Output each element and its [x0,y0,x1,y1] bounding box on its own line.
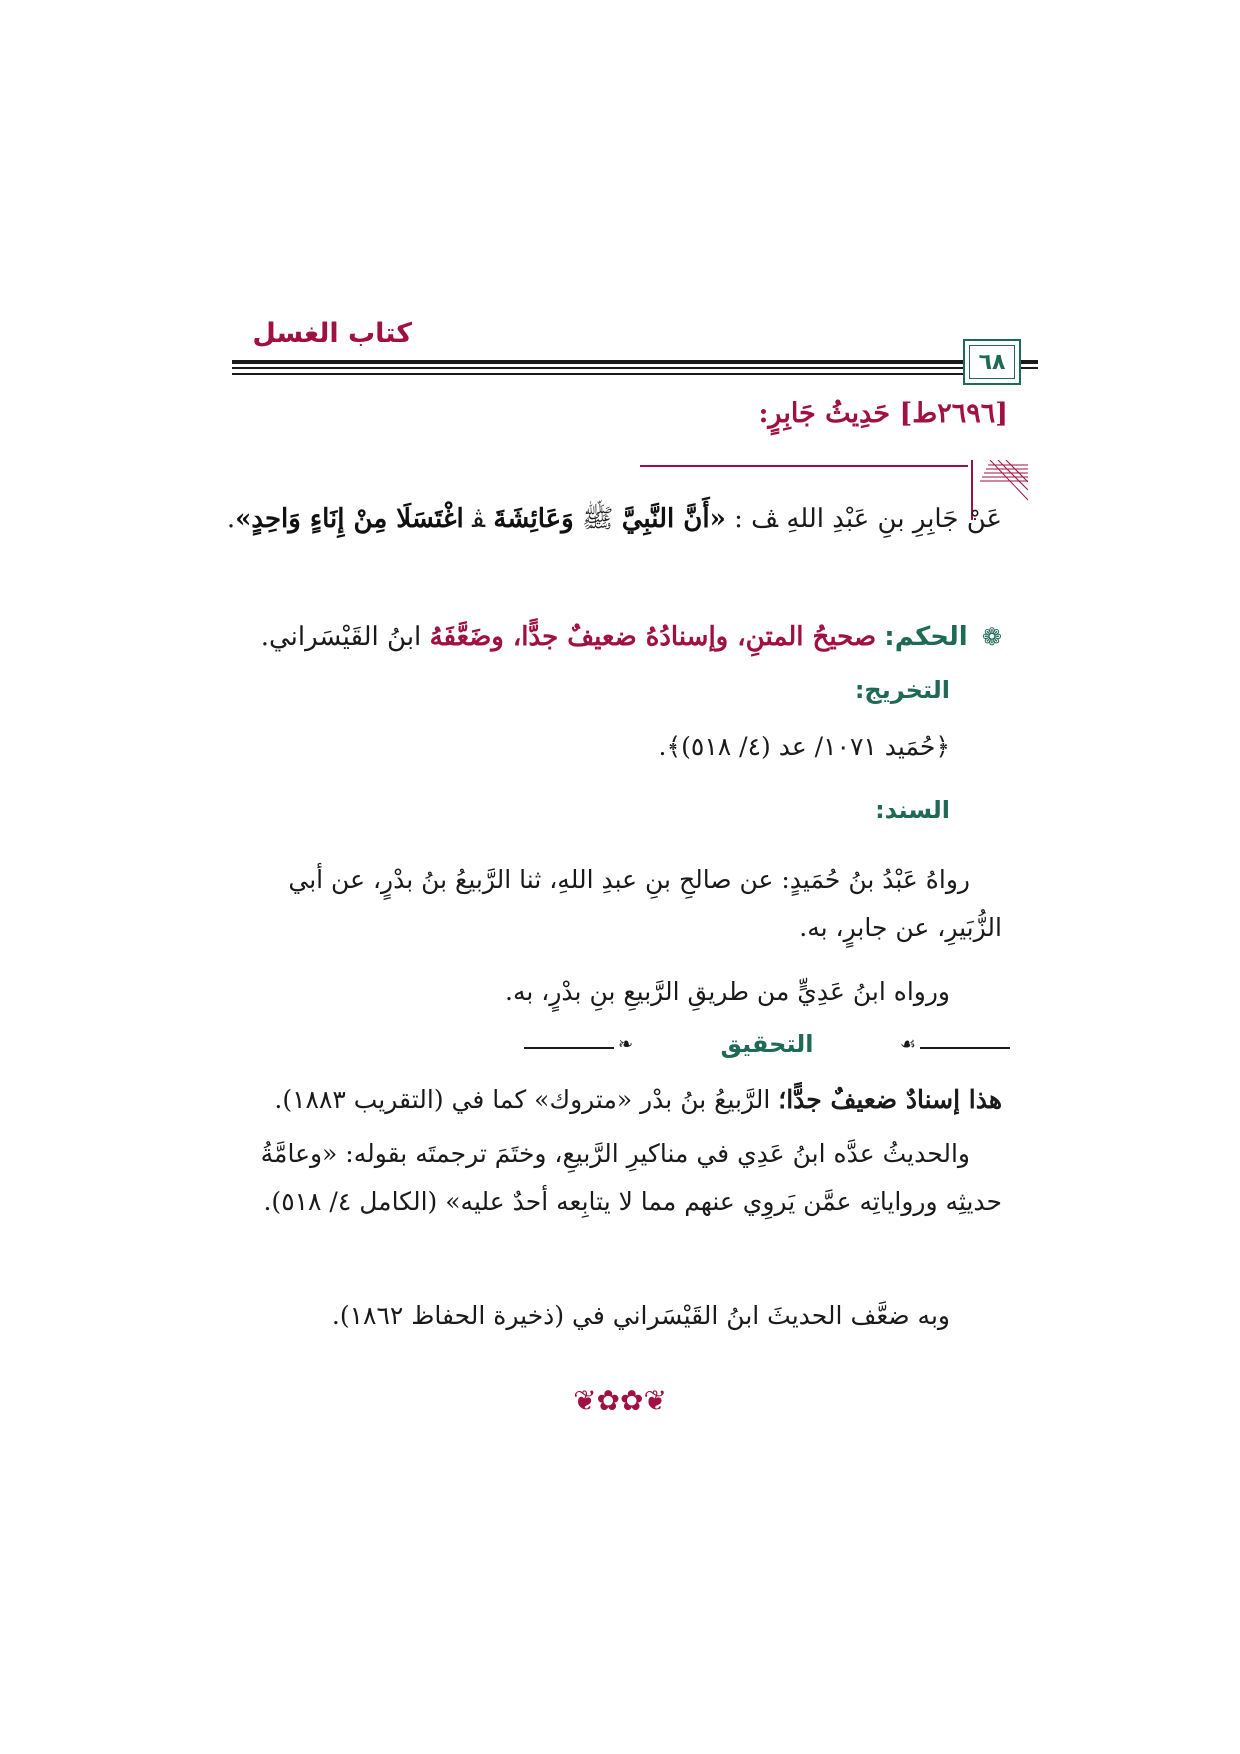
divider-rule [920,1047,1010,1049]
honorific-icon: ﭭ [471,504,486,534]
punctuation: . [226,504,236,534]
header-rule [232,367,1004,369]
hadith-matn: «أَنَّ النَّبِيَّ [621,504,726,534]
scroll-ornament-icon: ☙ [899,1034,916,1055]
honorific-icon: ﭫ [751,504,779,534]
page-number: ٦٨ [969,345,1015,379]
hadith-matn: اغْتَسَلَا مِنْ إِنَاءٍ وَاحِدٍ» [235,504,464,534]
honorific-icon: ﷺ [582,504,614,534]
tahqiq-paragraph [222,1130,1002,1280]
tahqiq-divider [524,1030,1010,1060]
hadith-isnad: عَنْ جَابِرِ بنِ عَبْدِ اللهِ [786,504,1002,534]
tahqiq-detail: والحديثُ عدَّه ابنُ عَدِي في مناكيرِ الرَّبيعِ، وختَمَ ترجمتَه بقوله: «وعامَّةُ حديثِه ورواياتِه عمَّن يَروِي عنهم مما لا يتابِعه أحدٌ عليه» (الكامل ٤/ ٥١٨). [260,1139,1002,1216]
hukm-tail: ابنُ القَيْسَراني. [260,622,422,652]
hadith-matn: وَعَائِشَةَ [493,504,574,534]
hadith-number: [٢٦٩٦ط] [899,398,1008,429]
end-ornament-icon: ❦✿✿❦ [573,1384,667,1417]
sanad-paragraph: رواهُ عَبْدُ بنُ حُمَيدٍ: عن صالحِ بنِ عبدِ اللهِ، ثنا الرَّبيعُ بنُ بدْرٍ، عن أبي الزُّبَيرِ، عن جابرٍ، به. [288,865,1002,942]
book-title: كتاب الغسل [252,318,412,349]
sanad-paragraph: ورواه ابنُ عَدِيٍّ من طريقِ الرَّبيعِ بنِ بدْرٍ، به. [505,977,950,1006]
page-number-frame [963,339,1021,385]
scroll-ornament-icon: ❧ [618,1034,634,1055]
hadith-title: حَدِيثُ جَابِرٍ: [758,398,891,429]
header-rule [232,360,1004,364]
tahqiq-paragraph: وبه ضعَّف الحديثَ ابنُ القَيْسَراني في (ذخيرة الحفاظ ١٨٦٢). [331,1301,950,1330]
flower-ornament-icon: ❁ [981,623,1002,651]
takhrij-label: التخريج: [854,676,950,704]
punctuation: : [734,504,743,534]
takhrij-text: ﴿حُمَيد ١٠٧١/ عد (٤/ ٥١٨)﴾. [658,732,950,761]
divider-rule [524,1047,614,1049]
tahqiq-detail: الرَّبيعُ بنُ بدْر «متروك» كما في (التقريب ١٨٨٣). [274,1085,771,1114]
header-rule [232,373,1004,375]
hukm-value: صحيحُ المتنِ، وإسنادُهُ ضعيفٌ جدًّا، وضَعَّفَهُ [429,622,877,652]
hukm-label: الحكم: [884,622,968,652]
tahqiq-label: التحقيق [720,1030,814,1058]
tahqiq-paragraph [222,1076,1002,1124]
hadith-text [222,494,1002,594]
hukm-line [222,614,1002,660]
sanad-label: السند: [875,796,950,824]
hadith-heading [248,398,1008,444]
tahqiq-verdict: هذا إسنادٌ ضعيفٌ جدًّا؛ [778,1085,1002,1114]
